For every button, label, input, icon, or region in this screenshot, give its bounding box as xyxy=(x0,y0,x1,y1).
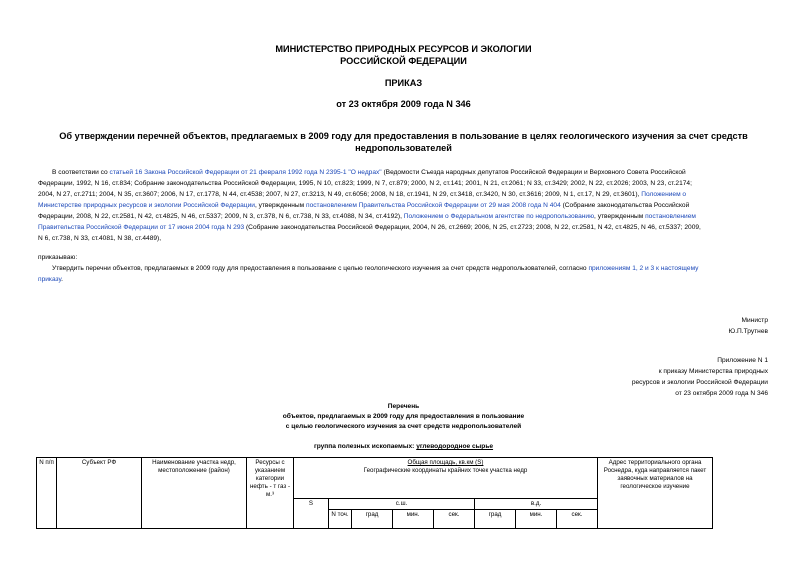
order-word: приказываю: xyxy=(38,254,78,261)
col-lat-min-header: мин. xyxy=(393,510,434,529)
col-longitude-header: в.д. xyxy=(475,499,598,510)
order-text-line-1 xyxy=(52,264,782,274)
document-date-number: от 23 октября 2009 года N 346 xyxy=(336,99,471,109)
mineral-group-value: углеводородное сырье xyxy=(416,443,494,450)
document-title-line-2: недропользователей xyxy=(355,143,452,153)
order-text-line-2 xyxy=(38,275,63,285)
col-subject-header: Субъект РФ xyxy=(57,458,142,529)
col-lon-sec-header: сек. xyxy=(557,510,598,529)
law-on-subsoil-link[interactable]: статьей 16 Закона Российской Федерации от 21 февраля 1992 года N 2395-1 "О недрах" xyxy=(109,169,382,176)
mineral-group-label: группа полезных ископаемых: xyxy=(313,443,417,450)
col-lon-deg-header: град xyxy=(475,510,516,529)
rosnedra-regulation-link[interactable]: Положением о Федеральном агентстве по недропользованию xyxy=(403,213,595,220)
appendix-line-3: ресурсов и экологии Российской Федерации xyxy=(631,379,768,386)
preamble-text: 2004, N 27, ст.2711; 2004, N 35, ст.3607; 2006, N 17, ст.1778, N 44, ст.4538; 2007, N 27, ст.3213, N 49, ст.6056; 2008, N 18, ст.1941, N 29, ст.3418, ст.3420, N 30, ст.3616; 2009, N 1, ст.17, N 29, ст.3601), xyxy=(38,191,642,198)
preamble-text: (Собрание законодательства Российской xyxy=(560,202,690,209)
col-s-header: S xyxy=(294,499,329,529)
appendix-line-4: от 23 октября 2009 года N 346 xyxy=(675,390,768,397)
col-lon-min-header: мин. xyxy=(516,510,557,529)
resolution-293-link-cont[interactable]: Правительства Российской Федерации от 17 июня 2004 года N 293 xyxy=(38,224,245,231)
order-text: Утвердить перечни объектов, предлагаемых в 2009 году для предоставления в пользование с целью геологического изучения за счет средств недропользователей, согласно xyxy=(52,265,589,272)
resolution-293-link[interactable]: постановлением xyxy=(645,213,696,220)
preamble-line-3 xyxy=(38,190,778,200)
order-text-end: . xyxy=(61,276,63,283)
resolution-404-link[interactable]: постановлением Правительства Российской Федерации от 29 мая 2008 года N 404 xyxy=(306,202,561,209)
list-subtitle-2: с целью геологического изучения за счет средств недропользователей xyxy=(285,423,522,430)
preamble-line-7: N 6, ст.738, N 33, ст.4081, N 38, ст.4489), xyxy=(38,235,162,242)
objects-table xyxy=(36,457,713,529)
col-lat-deg-header: град xyxy=(352,510,393,529)
preamble-text: , утвержденным xyxy=(594,213,646,220)
col-area-header xyxy=(294,458,598,499)
ministry-line-2: РОССИЙСКОЙ ФЕДЕРАЦИИ xyxy=(340,56,467,66)
list-title: Перечень xyxy=(387,403,420,410)
col-address-header: Адрес территориального органа Роснедра, куда направляется пакет заявочных материалов на геологическое изучение xyxy=(598,458,713,529)
col-resources-header: Ресурсы с указанием категории нефть - т газ - м.³ xyxy=(247,458,294,529)
preamble-text: (Собрание законодательства Российской Федерации, 2004, N 26, ст.2669; 2006, N 25, ст.2723; 2008, N 22, ст.2581, N 42, ст.4825, N 46, ст.5337; 2009, xyxy=(244,224,701,231)
signature-position: Министр xyxy=(741,317,768,324)
col-area-title: Общая площадь, кв.км (S) xyxy=(407,459,484,466)
preamble-text: (Ведомости Съезда народных депутатов Российской Федерации и Верховного Совета Российской xyxy=(381,169,686,176)
ministry-line-1: МИНИСТЕРСТВО ПРИРОДНЫХ РЕСУРСОВ И ЭКОЛОГИИ xyxy=(275,44,532,54)
list-subtitle-1: объектов, предлагаемых в 2009 году для предоставления в пользование xyxy=(282,413,525,420)
document-type: ПРИКАЗ xyxy=(384,78,423,88)
document-title-line-1: Об утверждении перечней объектов, предлагаемых в 2009 году для предоставления в пользование в целях геологического изучения за счет средств xyxy=(59,131,748,141)
col-area-subtitle: Географические координаты крайних точек участка недр xyxy=(363,467,528,474)
preamble-line-5 xyxy=(38,212,778,222)
preamble-line-6 xyxy=(38,223,778,233)
col-point-number-header: N точ. xyxy=(329,510,352,529)
ministry-regulation-link[interactable]: Положением о xyxy=(641,191,687,198)
appendix-line-2: к приказу Министерства природных xyxy=(658,368,768,375)
appendices-link[interactable]: приложениям 1, 2 и 3 к настоящему xyxy=(588,265,699,272)
signature-name: Ю.П.Трутнев xyxy=(728,328,768,335)
appendix-line-1: Приложение N 1 xyxy=(717,357,768,364)
mineral-group xyxy=(0,442,807,452)
col-number-header: N п/п xyxy=(37,458,57,529)
preamble-line-2: Федерации, 1992, N 16, ст.834; Собрание законодательства Российской Федерации, 1995, N 10, ст.823; 1999, N 7, ст.879; 2000, N 2, ст.141; 2001, N 21, ст.2061; N 33, ст.3429; 2002, N 22, ст.2026; 2003, N 23, ст.2174; xyxy=(38,180,692,187)
col-site-name-header: Наименование участка недр, местоположение (район) xyxy=(142,458,247,529)
col-lat-sec-header: сек. xyxy=(434,510,475,529)
preamble-text: Федерации, 2008, N 22, ст.2581, N 42, ст.4825, N 46, ст.5337; 2009, N 3, ст.378, N 6, ст.738, N 33, ст.4088, N 34, ст.4192), xyxy=(38,213,404,220)
preamble-text: В соответствии со xyxy=(52,169,110,176)
ministry-regulation-link-cont[interactable]: Министерстве природных ресурсов и экологии Российской Федерации xyxy=(38,202,255,209)
preamble-line-4 xyxy=(38,201,778,211)
preamble-line-1 xyxy=(52,168,772,178)
col-latitude-header: с.ш. xyxy=(329,499,475,510)
appendices-link-cont[interactable]: приказу xyxy=(38,276,62,283)
preamble-text: , утвержденным xyxy=(254,202,306,209)
